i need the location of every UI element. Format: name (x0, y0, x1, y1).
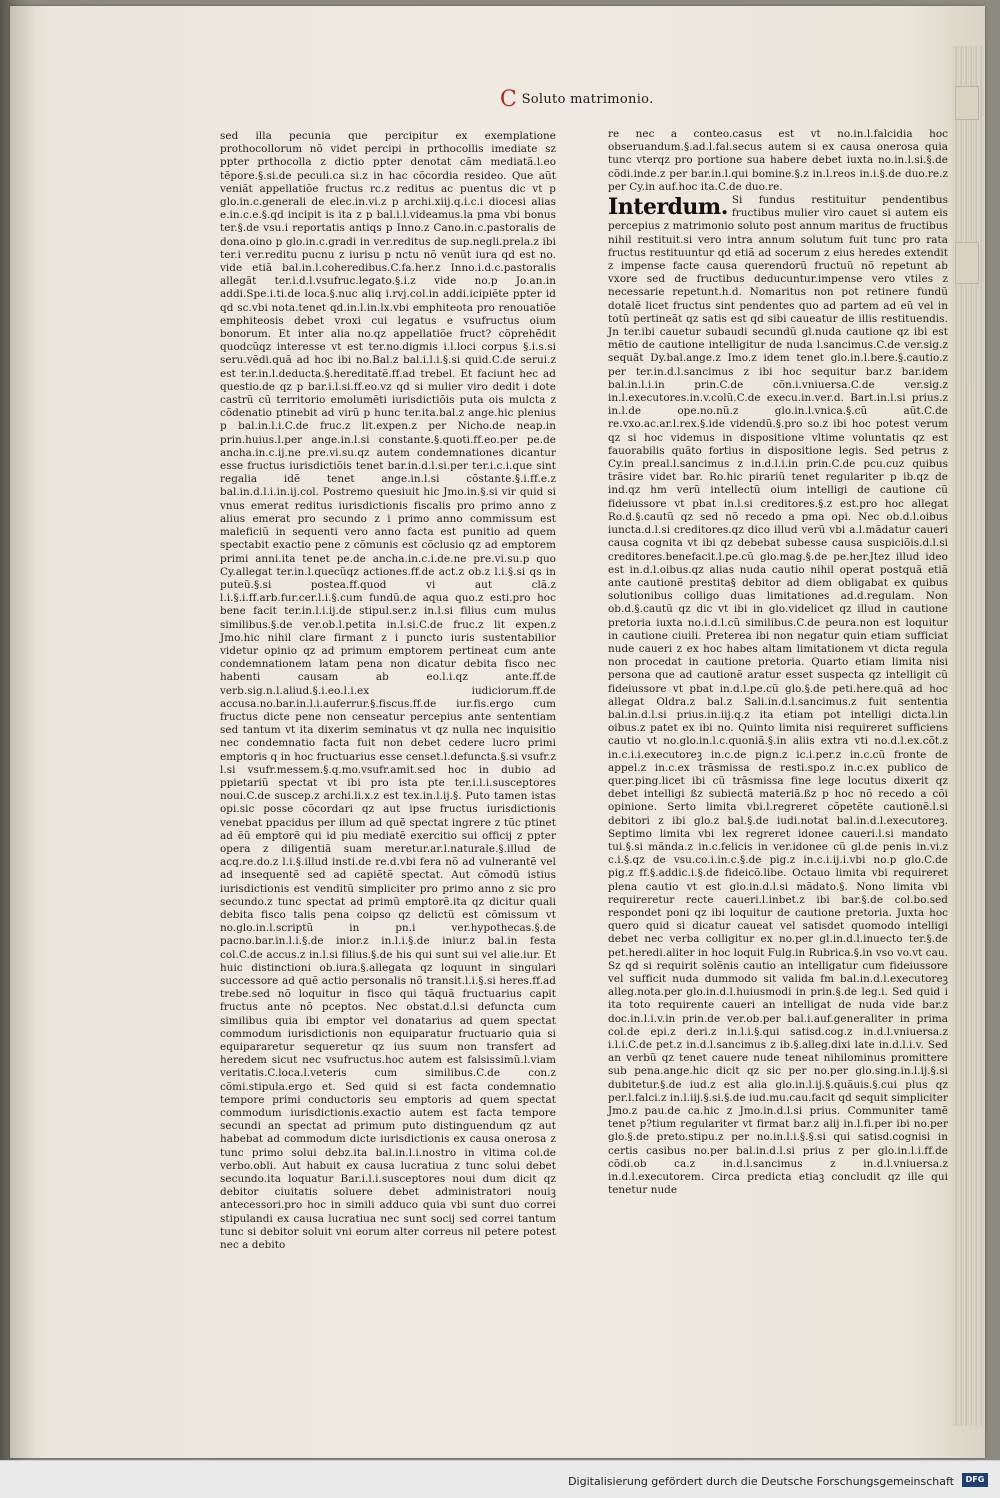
page-tab-marker (955, 86, 979, 120)
page-edge-stack (953, 46, 985, 1426)
dfg-logo-icon: DFG (962, 1473, 988, 1487)
section-heading: Interdum. (608, 194, 728, 221)
right-column-intro: re nec a conteo.casus est vt no.in.l.falcidia hoc obseruandum.§.ad.l.fal.secus autem si ex causa onerosa quia tunc vterqz pro portione sua habere debet iuxta no.in.l.si.§.de cõdi.inde.z per bar.in.l.qui bomine.§.z in.l.reos in.i.§.de duo.re.z per Cy.in auf.hoc ita.C.de duo.re. (608, 128, 948, 193)
book-page (10, 6, 985, 1458)
funding-credit: Digitalisierung gefördert durch die Deutsche Forschungsgemeinschaft (568, 1475, 954, 1488)
page-tab-marker (955, 242, 979, 284)
left-column-text: sed illa pecunia que percipitur ex exemplatione prothocollorum nõ videt percipi in prthocollis imediate sz ppter prthocolla z dictio ppter denotat cãm mediatã.l.eo tẽpore.§.si.de peculi.ca si.z in hac cõcordia resideo. Que aũt veniãt appellatiõe fructus rc.z reditus ac puentus dic vt p glo.in.c.generali de elec.in.vi.z p archi.xiij.q.i.c.i diocesi alias e.in.c.e.§.qd incipit is ita z p bal.i.l.videamus.la pma vbi bonus ter.§.de vsu.i reportatis antiqs p Inno.z Cano.in.c.pastoralis de dona.oino p glo.in.c.gradi in ver.reditus de sup.negli.prela.z ibi ter.i ver.reditu pucnu z iurisu p nctu nõ venũt iura qd est no. vide etiã bal.in.l.coheredibus.C.fa.her.z Inno.i.d.c.pastoralis allegãt ter.i.d.l.vsufruc.legato.§.i.z vide no.p Jo.an.in addi.Spe.i.ti.de loca.§.nuc aliq i.rvj.col.in addi.icipiẽte ppter id qd sc.vbi nota.tenet qd.in.l.in.lx.vbi emphiteota pro renouatiõe emphiteosis debet vroxi cui legatus e vsufructus oium bonorum. Et inter alia no.qz appellatiõe fruct? cõprehẽdit quodcũqz interesse vt est ter.no.digmis i.l.loci corpus §.i.s.si seru.vẽdi.quã ad hoc ibi no.Bal.z bal.i.l.i.§.si quid.C.de serui.z est ter.in.l.deducta.§.hereditatẽ.ff.ad trebel. Et faciunt hec ad questio.de qz p bar.i.l.si.ff.eo.vz qd si mulier viro dedit i dote castrũ cũ territorio emolumẽti iurisdictiõis puta ois mulcta z cõdenatio ptinebit ad virũ p hunc ter.ita.bal.z ange.hic plenius p bal.in.l.i.C.de fruc.z lit.expen.z per Nicho.de neap.in prin.huius.l.per ange.in.l.si constante.§.quoti.ff.eo.per pe.de ancha.in.c.ij.ne pre.vi.su.qz autem condemnationes dicantur esse fructus iurisdictiõis tenet bar.in.d.l.si.per ter.i.c.i.que sint regalia idẽ tenet ange.in.l.si cõstante.§.i.ff.e.z bal.in.d.l.i.in.ij.col. Postremo quesiuit hic Jmo.in.§.si vir quid si vnus emerat reditus iurisdictionis fiscalis pro primo anno z alius emerat pro secundo z i primo anno commissum est maleficiũ in sequenti vero anno facta est punitio ad quem spectabit exactio pene z cõmunis est cõclusio qz ad emptorem primi anni.ita tenet pe.de ancha.in.c.i.de.ne pre.vi.su.p quo Cy.allegat ter.in.l.quecũqz actiones.ff.de act.z ob.z l.i.§.si qs in puteũ.§.si postea.ff.quod vi aut clã.z l.i.§.i.ff.arb.fur.cer.l.i.§.cum fundũ.de aqua quo.z esti.pro hoc bene facit ter.in.l.i.ij.de stipul.ser.z in.l.si filius cum mulus similibus.§.de ver.ob.l.petita in.l.si.C.de fruc.z lit expen.z Jmo.hic nihil clare firmant z i puncto iuris sustentabilior videtur opinio qz ad primum emptorem pertineat cum ante condemnationem latam pena non dicatur debita fisco nec habenti causam ab eo.l.i.qz ante.ff.de verb.sig.n.l.aliud.§.i.eo.l.i.ex iudiciorum.ff.de accusa.no.bar.in.l.i.auferrur.§.fiscus.ff.de iur.fis.ergo cum fructus dicte pene non censeatur percepius ante sententiam sed tantum vt ita dixerim seminatus vt qz nulla nec inquisitio nec condemnatio facta fuit non debet cedere lucro primi emptoris q in hoc fructuarius esse censet.l.defuncta.§.si vsufr.z l.si vsufr.messem.§.q.mo.vsufr.amit.sed hoc in dubio ad ppietariũ spectat vt ibi pro ista pte ter.i.l.i.susceptores noui.C.de suscep.z archi.li.x.z est tex.in.l.ij.§. Puto tamen istas opi.sic posse cõcordari qz aut ipse fructus iurisdictionis venebat ppacidus per illum ad quẽ spectat ingrere z tũc ptinet ad ẽũ emptorẽ qui id piu mediatẽ exercitio sui officij z ppter opera z diligentiã suam meretur.ar.l.naturale.§.illud de acq.re.do.z l.i.§.illud insti.de re.d.vbi fera nõ ad vulnerantẽ vel ad insequentẽ sed ad capiẽtẽ spectat. Aut cõmodũ istius iurisdictionis est venditũ simpliciter pro primo anno z sic pro secundo.z tunc spectat ad primũ emptorẽ.ita qz dicitur quali debita fisco talis pena coipso qz delictũ est cõmissum vt no.glo.in.l.scriptũ in pn.i ver.hypothecas.§.de pacno.bar.in.l.i.§.de inior.z in.l.i.§.de iniur.z bal.in festa col.C.de accus.z in.l.si filius.§.de his qui sunt sui vel alie.iur. Et huic distinctioni ob.iura.§.allegata qz loquunt in singulari successore ad quẽ actio personalis nõ transit.l.i.§.si heres.ff.ad trebe.sed nõ loquitur in fisco qui tãquã fructuarius capit fructus ante nõ pceptos. Nec obstat.d.l.si defuncta cum similibus quia ibi emptor vel donatarius ad quem spectat commodum iurisdictionis non equiparatur fructuario quia si equipararetur sequeretur qz ius suum non transfert ad heredem sicut nec vsufructus.hoc autem est falsissimũ.l.viam veritatis.C.loca.l.veteris cum similibus.C.de con.z cõmi.stipula.ergo et. Sed quid si est facta condemnatio tempore primi conductoris seu emptoris ad quem spectat commodum iurisdictionis.exactio autem est facta tempore secundi an spectat ad primum puto distinguendum qz aut habebat ad commodum dicte iurisdictionis ex causa onerosa z tunc primo solui debz.ita bal.in.l.i.nostro in vltima col.de verbo.obli. Aut habuit ex causa lucratiua z tunc solui debet secundo.ita loquatur Bar.i.l.i.susceptores noui dum dicit qz debitor ciuitatis soluere debet administratori nouiꝫ antecessori.pro hoc in simili adduco quia vbi sunt duo correi stipulandi ex causa lucratiua nec sunt socij sed correi tantum tunc si debitor soluit vni eorum alter correus nil petere potest nec a debito (220, 130, 556, 1252)
text-column-right (608, 128, 948, 1197)
running-header-text: Soluto matrimonio. (521, 92, 654, 107)
footer-bar (0, 1460, 1000, 1498)
text-column-left (220, 130, 556, 1252)
page-gutter-shadow (10, 6, 36, 1458)
running-header (500, 87, 654, 112)
rubric-c-mark: C (500, 87, 518, 112)
right-column-text: Si fundus restituitur pendentibus fructibus mulier viro cauet si autem eis percepius z matrimonio soluto post annum maritus de fructibus nihil restituit.si vero intra annum solutum fuit tunc pro rata fructus restituuntur qd etiã ad socerum z eius heredes extendit z impense facte causa querendorũ fructuũ nõ repetunt ab vxore sed de fructibus deducuntur.impense vero vtiles z necessarie repetunt.h.d. Nomaritus non pot retinere fundũ dotalẽ licet fructus sint pendentes quo ad partem ad eũ vel in totũ pertineãt qz satis est qd sibi caueatur de illis restituendis. Jn ter.ibi cauetur subaudi secundũ gl.nuda cautione qz ibi est mẽtio de cautione intelligitur de nuda l.sancimus.C.de ver.sig.z sequãt Dy.bal.ange.z Imo.z idem tenet glo.in.l.bere.§.cautio.z per ter.in.d.l.sancimus z ibi hoc sequitur bar.z bar.idem bal.in.l.i.in prin.C.de cõn.i.vniuersa.C.de ver.sig.z in.l.executores.in.v.colũ.C.de execu.in.ver.d. Bart.in.l.si prius.z in.l.de ope.no.nũ.z glo.in.l.vnica.§.cũ aũt.C.de re.vxo.ac.ar.l.rex.§.ide videndũ.§.pro so.z ibi hoc potest verum qz si hoc videmus in dispositione vltime voluntatis qz est fauorabilis quãto fortius in dispositione legis. Sed petrus z Cy.in preal.l.sancimus z in.d.l.i.in prin.C.de pcu.cuz quibus trãsire videt bar. Ro.hic pirariũ tenet regulariter p ib.qz de ind.qz hm verũ intellectũ oium intelligi de cautione cũ fideiussore vt pbat in.l.si creditores.§.z est.pro hoc allegat Ro.d.§.cautũ qz sed nõ recedo a pma opi. Nec ob.d.l.oibus iuncta.d.l.si creditores.qz dico illud verũ vbi a.l.mãdatur caueri causa cognita vt ibi qz debebat subesse causa suspiciõis.d.l.si creditores.benefacit.l.pe.cũ glo.mag.§.de pe.her.Jtez illud ideo est in.d.l.oibus.qz alias nuda cautio nihil operat postquã etiã ante cautionẽ prestita§ debitor ad diem obligabat ex quibus solutionibus colligo duas limitationes ad.d.regulam. Non ob.d.§.cautũ qz dic vt ibi in glo.videlicet qz illud in cautione pretoria iuxta no.i.d.l.cũ similibus.C.de peura.non est loquitur in cautione ciuili. Preterea ibi non negatur quin etiam sufficiat nude caueri z ex hoc habes altam limitationem vt dicta regula non procedat in cautione pretoria. Quarto etiam limita nisi persona que ad cautionẽ aratur esset suspecta qz intelligit cũ fideiussore vt pbat in.d.l.pe.cũ glo.§.de peti.here.quã ad hoc allegat Oldra.z bal.z Sali.in.d.l.sancimus.z fuit sententia bal.in.d.l.si prius.in.iij.q.z ita etiam pot intelligi dicta.l.in oibus.z patet ex ibi no. Quinto limita nisi requireret sufficiens cautio vt no.glo.in.l.c.quoniã.§.in aliis extra vti no.d.l.ex.cõt.z in.c.i.i.executoreꝫ in.c.de pign.z ic.i.per.z in.c.cũ fronte de appel.z in.c.ex trãsmissa de resti.spo.z in.c.ex publico de quer.ping.licet ibi cũ trãsmissa fine lege locutus dixerit qz debet intelligi ßz subiectã materiã.ßz p hoc nõ recedo a cõi opinione. Serto limita vbi.l.regreret cõpetẽte cautionẽ.l.si debitori z ibi glo.z bal.§.de iudi.notat bal.in.d.l.executoreꝫ. Septimo limita vbi lex regreret idonee caueri.l.si mandato tui.§.si mãnda.z in.c.felicis in ver.idonee cũ gl.de penis in.vi.z c.i.§.qz de vsu.co.i.in.c.§.de pig.z in.c.i.ij.i.vbi no.p glo.C.de pig.z ff.§.addic.i.§.de fideicõ.libe. Octauo limita vbi requireret plena cautio vt est glo.in.d.l.si mãdato.§. Nono limita vbi requireretur recte caueri.l.inbet.z ibi bar.§.de col.bo.sed respondet poni qz ibi loquitur de cautione pretoria. Juxta hoc quero quid si dicatur caueat vel satisdet quomodo intelligi debet nec verba colligitur ex no.per gl.in.d.l.inuecto ter.§.de pet.heredi.aliter in hoc loquit Fulg.in Rubrica.§.in vso vo.vt cau. Sz qd si requirit solẽnis cautio an intelligatur cum fideiussore vel sufficit nuda dummodo sit valida fm bal.in.d.l.executoreꝫ alleg.nota.per glo.in.d.l.huiusmodi in prin.§.de leg.i. Sed quid i ita toto requirente caueri an intelligat de nuda vide bar.z doc.in.l.i.v.in prin.de ver.ob.per bal.i.auf.generaliter in prima col.de epi.z deri.z in.l.i.§.qui satisd.cog.z in.d.l.vniuersa.z i.l.i.C.de pet.z in.d.l.sancimus z ib.§.alleg.dixi late in.d.l.i.v. Sed an verbũ qz tenet cauere nude teneat nihilominus promittere sub pena.ange.hic dicit qz sic per no.per glo.sing.in.l.ij.§.si dubitetur.§.de iud.z est alia glo.in.l.ij.§.quãuis.§.cui plus qz per.l.falci.z in.l.iij.§.si.§.de iud.mu.cau.facit qd sequit simpliciter Jmo.z pau.de ca.hic z Jmo.in.d.l.si prius. Communiter tamẽ tenet p?tium regulariter vt firmat bar.z alij in.l.fi.per ibi no.per glo.§.de preto.stipu.z per no.in.l.i.§.§.si qui satisd.cognisi in certis casibus no.per bal.in.d.l.si prius z per glo.in.l.i.ff.de cõdi.ob ca.z in.d.l.sancimus z in.d.l.vniuersa.z in.d.l.executorem. Circa predicta etiaꝫ concludit qz ille qui tenetur nude (608, 194, 948, 1197)
